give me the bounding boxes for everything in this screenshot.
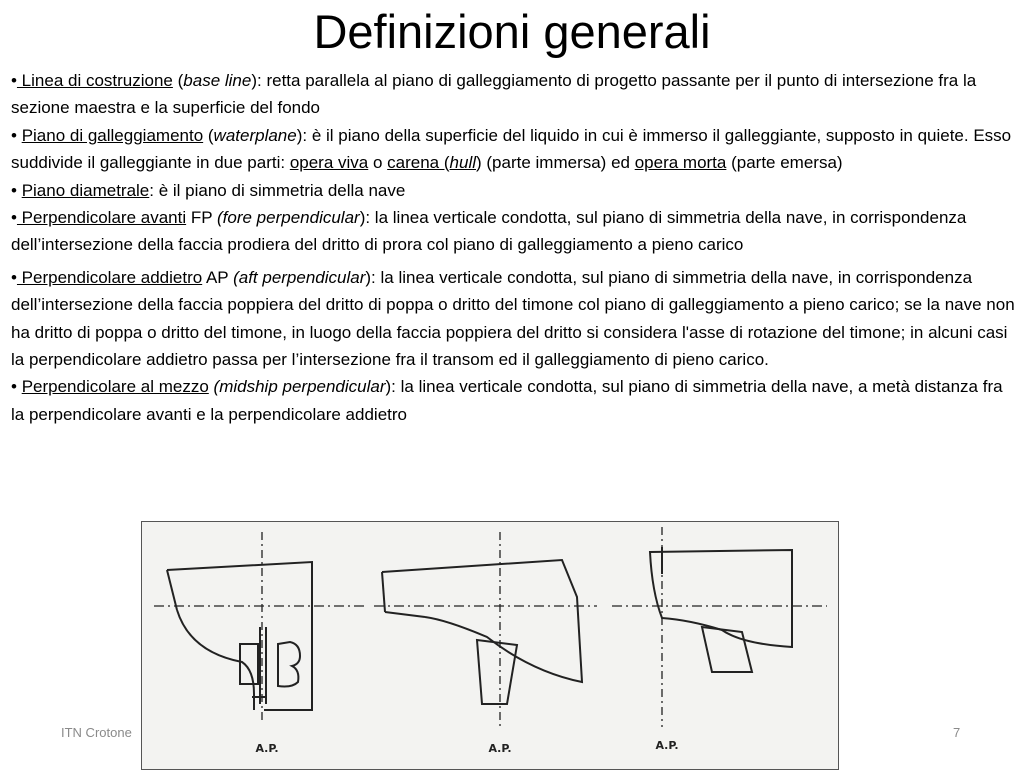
- term-piano-diametrale: Piano diametrale: [21, 180, 150, 200]
- ap-label-3: A.P.: [655, 739, 679, 752]
- ap-label-2: A.P.: [488, 742, 512, 755]
- term-aft-perpendicular: Perpendicolare addietro: [16, 267, 203, 287]
- definition-base-line: • Linea di costruzione (base line): retta parallela al piano di galleggiamento di progetto passante per il punto di intersezione fra la sezione maestra e la superficie del fondo: [11, 71, 977, 118]
- stern-diagrams: [142, 522, 838, 769]
- footer-school: ITN Crotone: [61, 725, 132, 740]
- slide-title: Definizioni generali: [313, 5, 711, 58]
- page-number: 7: [953, 725, 961, 740]
- term-waterplane: Piano di galleggiamento: [21, 125, 204, 145]
- definition-midship-perpendicular: • Perpendicolare al mezzo (midship perpendicular): la linea verticale condotta, sul piano di simmetria della nave, a metà distanza fra la perpendicolare avanti e la perpendicolare addietro: [11, 377, 1003, 424]
- term-opera-viva: opera viva: [289, 153, 369, 173]
- term-fore-perpendicular: Perpendicolare avanti: [16, 208, 187, 228]
- term-base-line: Linea di costruzione: [16, 71, 173, 90]
- definitions-list: [11, 67, 1015, 428]
- definition-aft-perpendicular: • Perpendicolare addietro AP (aft perpendicular): la linea verticale condotta, sul piano di simmetria della nave, in corrispondenza dell’intersezione della faccia poppiera del dritto di poppa o dritto del timone col piano di galleggiamento a pieno carico; se la nave non ha dritto di poppa o dritto del timone, in luogo della faccia poppiera del dritto si considera l'asse di rotazione del timone; in alcuni casi la perpendicolare addietro passa per l’intersezione fra il transom ed il galleggiamento di pieno carico.: [11, 267, 1015, 370]
- stern-profile-cruiser: [650, 547, 792, 672]
- stern-profile-balanced-rudder: [382, 560, 582, 704]
- stern-profile-rudder-post: [167, 562, 312, 710]
- ap-label-1: A.P.: [255, 742, 279, 755]
- definition-piano-diametrale: • Piano diametrale: è il piano di simmetria della nave: [11, 180, 406, 200]
- definition-fore-perpendicular: • Perpendicolare avanti FP (fore perpendicular): la linea verticale condotta, sul piano di simmetria della nave, in corrispondenza dell’intersezione della faccia prodiera del dritto di prora col piano di galleggiamento a pieno carico: [11, 208, 967, 255]
- term-midship-perpendicular: Perpendicolare al mezzo: [21, 377, 209, 397]
- term-carena: carena (hull: [387, 153, 476, 173]
- aft-perpendicular-figure: [141, 521, 839, 770]
- definition-waterplane: • Piano di galleggiamento (waterplane): è il piano della superficie del liquido in cui è immerso il galleggiante, supposto in quiete. Esso suddivide il galleggiante in due parti: opera viva o carena (hull) (parte immersa) ed opera morta (parte emersa): [11, 125, 1012, 173]
- term-opera-morta: opera morta: [634, 153, 727, 173]
